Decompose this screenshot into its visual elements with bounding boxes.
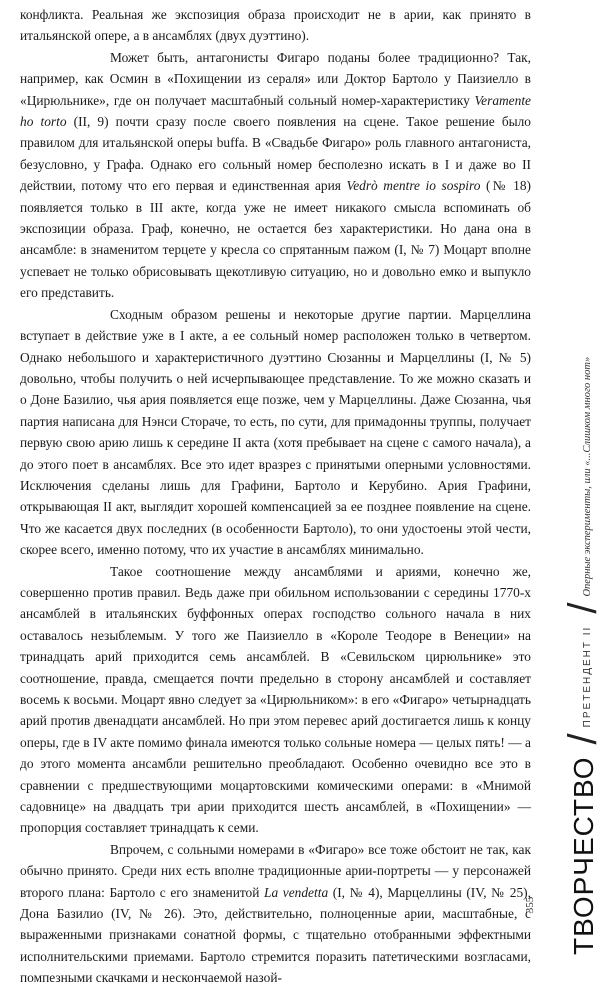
paragraph [20, 47, 531, 304]
paragraph [20, 4, 531, 47]
chapter-title: Оперные эксперименты, или «...Слишком много нот» [582, 356, 593, 597]
italic-title: Veramente ho torto [20, 92, 531, 130]
text-run: Сходным образом решены и некоторые другие партии. Марцеллина вступает в действие уже в I акте, а ее сольный номер расположен только в четвертом. Однако небольшого и характеристичного дуэттино Сюзанны и Марцеллины (I, № 5) довольно, чтобы получить о ней исчерпывающее представление. То же можно сказать и о Доне Базилио, чья ария появляется еще позже, чем у Марцеллины. Даже Сюзанна, чья партия написана для Нэнси Стораче, то есть, по сути, для примадонны труппы, получает первую свою арию лишь к середине II акта (хотя пребывает на сцене с самого начала), а до этого поет в ансамблях. Все это идет вразрез с принятыми оперными условностями. Исключения сделаны лишь для Графини, Бартоло и Керубино. Ария Графини, открывающая II акт, выглядит хорошей компенсацией за ее позднее появление на сцене. Что же касается двух последних (в особенности Бартоло), то они удостоены этой чести, скорее всего, именно потому, что их участие в ансамблях минимально. [20, 306, 531, 558]
text-run: конфликта. Реальная же экспозиция образа происходит не в арии, как принято в итальянской опере, а в ансамблях (двух дуэттино). [20, 7, 531, 44]
text-run: (I, № 4), Марцеллины (IV, № 25), Дона Базилио (IV, № 26). Это, действительно, полноценные арии, масштабные, с выраженными признаками сонатной формы, с тщательно отобранными эффектными исполнительскими приемами. Бартоло стремится поразить патетическими возгласами, помпезными скачками и нескончаемой назой- [20, 884, 531, 986]
text-run: Может быть, антагонисты Фигаро поданы более традиционно? Так, например, как Осмин в «Похищении из сераля» или Доктор Бартоло у Паизиелло в «Цирюльнике», где он получает масштабный сольный номер-характеристику [20, 49, 531, 108]
page-number: 355 [524, 896, 536, 914]
text-run: Такое соотношение между ансамблями и ариями, конечно же, совершенно против правил. Ведь даже при обильном использовании с середины 1770-х ансамблей в итальянских буффонных операх господство сольного начала в них оставалось незыблемым. У того же Паизиелло в «Короле Теодоре в Венеции» на тринадцать арий приходится семь ансамблей. В «Севильском цирюльнике» это соотношение, правда, смещается почти предельно в сторону ансамблей и составляет восемь к восьми. Моцарт явно следует за «Цирюльником»: в его «Фигаро» четырнадцать арий против двенадцати ансамблей. Но при этом перевес арий достигается лишь к концу оперы, где в IV акте помимо финала имеются только сольные номера — целых пять! — а до этого момента ансамбли решительно преобладают. Особенно очевидно все это в сравнении с предшествующими моцартовскими комическими операми: в «Мнимой садовнице» на двадцать три арии приходится шесть ансамблей, в «Похищении» — пропорция составляет тринадцать к семи. [20, 563, 531, 836]
subsection-title: ПРЕТЕНДЕНТ II [582, 625, 593, 728]
text-run: (II, 9) почти сразу после своего появления на сцене. Такое решение было правилом для итальянской оперы buffa. В «Свадьбе Фигаро» роль главного антагониста, безусловно, у Графа. Однако его сольный номер бесполезно искать в I и даже во II действии, потому что его первая и единственная ария [20, 114, 532, 194]
text-run: Впрочем, с сольными номерами в «Фигаро» все тоже обстоит не так, как обычно принято. Среди них есть вполне традиционные арии-портреты — у персонажей второго плана: Бартоло с его знаменитой [20, 841, 531, 900]
separator-slash-2: / [561, 602, 605, 614]
section-title: ТВОРЧЕСТВО [568, 756, 599, 955]
paragraph [20, 561, 531, 839]
italic-title: La vendetta [264, 884, 329, 900]
main-text [20, 4, 531, 989]
separator-slash: / [561, 733, 605, 745]
text-run: (№ 18) появляется только в III акте, когда уже не имеет никакого смысла вспоминать об экспозиции образа. Граф, конечно, не остается без характеристики. Но дана она в ансамбле: в знаменитом терцете у кресла со спрятанным пажом (I, № 7) Моцарт вполне успевает не только обрисовывать щекотливую ситуацию, но и довольно емко и выпукло его представить. [20, 178, 532, 301]
running-head [539, 356, 605, 955]
paragraph [20, 839, 531, 989]
paragraph [20, 304, 531, 561]
italic-title: Vedrò mentre io sospiro [346, 178, 481, 194]
